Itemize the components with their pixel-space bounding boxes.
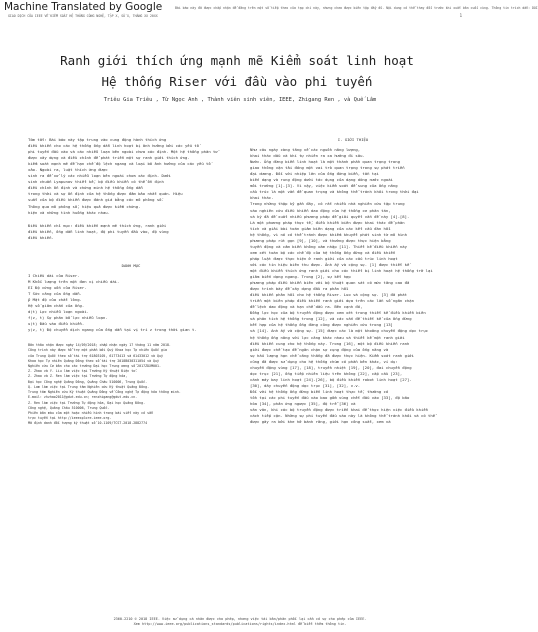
index-terms-line: điều khiển.	[28, 234, 54, 240]
intro-line: giới được chế tạo để ngăn chặn sự cụng động của ống năng và	[250, 346, 389, 352]
nomenclature-list	[28, 273, 234, 333]
intro-line: triển một biên pháp điều khiển ranh giới dựa trên các lần số ngăn chặn	[250, 298, 414, 304]
intro-line: và kỹ đã đề xuất nhiều phương pháp để giải quyết vấn đề này [4]-[8].	[250, 213, 410, 219]
abstract-line: kiểm soát mạnh mẽ để hạn chế độ lệch ngang và loại bỏ ảnh hưởng của các yếu tố	[28, 161, 211, 167]
nomenclature-item: f(z, t) Sự phân bố lực nhiễu loạn.	[28, 315, 108, 321]
intro-line: chuyển động vùng [17], [18], truyền nhiệt [19], [20], đai chuyển động	[250, 364, 412, 370]
footnote-line: Khoa học Tự nhiên Quảng Đông theo số tài trợ 2018B030311054 và Quỹ	[28, 358, 160, 363]
intro-line: Nước. Ống đứng biển linh hoạt là một thành phần quan trọng trong	[250, 159, 400, 165]
abstract-line: được xây dựng và điều chỉnh để phát triển một sự ranh giới thích ứng.	[28, 155, 190, 161]
left-column	[28, 137, 234, 427]
intro-line: tích và giải bài toán giảm biên dạng của các kết cấu đàn hồi	[250, 225, 391, 231]
footnotes	[28, 343, 234, 426]
intro-line: tồn tại các phi tuyến đầu vào bao gồm vùng chết đầu vào [33], độ bão	[250, 394, 410, 400]
paper-title-line-1: Ranh giới thích ứng mạnh mẽ Kiểm soát linh hoạt	[60, 53, 414, 68]
rights-link-footer: Xem http://www.ieee.org/publications_standards/publications/rights/index.html để biết thêm thông tin.	[133, 622, 347, 626]
intro-line: cánh máy bay linh hoạt [24]-[26], bộ điều khiển robot linh hoạt [27]-	[250, 376, 412, 382]
running-head-journal: GIAO DỊCH CỦA IEEE VỀ KIỂM SOÁT HỆ THỐNG CÔNG NGHỆ, TẬP X, SỐ X, THÁNG XX 20XX	[8, 14, 158, 18]
intro-line: Như câu ngày càng tăng về các nguồn năng lượng,	[250, 147, 361, 153]
footnote-line: Công nghệ, Quảng Châu 510006, Trung Quốc.	[28, 405, 110, 410]
nomenclature-item: M Khối lượng trên một đơn vị chiều dài.	[28, 278, 120, 284]
abstract	[28, 137, 234, 241]
intro-line: giảm biến dạng ngang. Trong [2], sự kết hợp	[250, 274, 351, 280]
abstract-line: hiện và những tình huống khác nhau.	[28, 209, 110, 215]
abstract-line: xảo. Ngoài ra, luật thích ứng được	[28, 167, 108, 173]
running-head-notice: Bài báo này đã được chấp nhận để đăng trên một số tiếp theo của tạp chí này, nhưng chưa được biên tập đầy đủ. Nội dung có thể thay đổi trước khi xuất bản cuối cùng. Thông tin trích dẫn: DOI	[175, 6, 538, 10]
index-terms-line: Điều khiển chỉ mục: điều khiển mạnh mẽ thích ứng, ranh giới	[28, 222, 167, 228]
nomenclature-heading: DANH MỤC	[121, 262, 141, 268]
intro-line: Đồng lực học của bộ truyền động được xem xét trong thiết kế điều khiển biên	[250, 310, 426, 316]
nomenclature-item: u(t) Đầu vào điều khiển.	[28, 321, 85, 327]
footnote-line: Trung tâm Nghiên cứu Kỹ thuật Quảng Đông về Công nghệ Tự động hóa thông minh.	[28, 390, 181, 395]
intro-line: xem xét toàn bộ các chế độ của hệ thống ống đứng và điều khiển	[250, 249, 396, 255]
paper-title-line-2: Hệ thống Riser với đầu vào phi tuyến	[101, 74, 373, 89]
intro-line: để lệch dao động và hạn chế dầu ra. Bên cạnh đó,	[250, 304, 363, 310]
intro-line: khai thác.	[250, 195, 274, 201]
intro-line: phương pháp điều khiển biên với bộ thuật quan sát có mức tăng cao đã	[250, 280, 410, 286]
intro-line: Là một phương pháp thực tế, điều khiển biên được khai thác để phân	[250, 219, 405, 225]
footnote-line: Mã định danh đối tượng kỹ thuật số 10.1109/TCST.2018.2882774	[28, 421, 148, 426]
intro-line: hệ thống, vì nó có thể tránh được khiếm khuyết phát sinh từ mô hình	[250, 231, 407, 237]
intro-line: dọc trục [21], ống tiếp nhiên liệu trên không [22], cấp cầu [23],	[250, 370, 403, 376]
intro-line: đại dương. Đối với nhiệp lớn của ống đứng biển, tần tại	[250, 171, 379, 177]
introduction-body	[250, 147, 456, 425]
intro-line: cũng đã được sử dụng cho hệ thống chùm có phần bên khác, ví dụ:	[250, 358, 398, 364]
nomenclature-item: T Sức căng của ống dẫn.	[28, 290, 82, 296]
intro-line: sự hấu lượng hạn chế căng thẳng đã được thực hiện. Kiểm soát ranh giới	[250, 352, 414, 358]
intro-line: điều khiển phản hồi cho hệ thống Riser. Luo và cộng sự. [3] đã phát	[250, 292, 407, 298]
abstract-line: phi tuyến đầu vào và các nhiễu loạn bên ngoài chưa xác định. Một hệ thống phân tử	[28, 149, 218, 155]
nomenclature-item: d(t) Lực nhiễu loạn ngoài.	[28, 309, 89, 315]
intro-line: Đối với hệ thống ống đứng biển linh hoạt thực tế, thường có	[250, 388, 389, 394]
abstract-line: điều chỉnh ổn định và chứng minh hệ thống ống dẫn	[28, 185, 143, 191]
intro-line: cách tiếp cận. Những sự phi tuyến đầu vào này là không thể tránh khỏi và có thể	[250, 413, 436, 419]
intro-line: vào nghiên cứu điều khiển dao động của hệ thống cơ phân tán,	[250, 207, 391, 213]
copyright-footer: 2360-2210 © 2018 IEEE. Việc sử dụng cá nhân được cho phép, nhưng việc tái bản/phân phối lại cần có sự cho phép của IEEE.	[113, 617, 367, 621]
footnote-line: Đại học Công nghệ Quảng Đông, Quảng Châu 510006, Trung Quốc.	[28, 379, 148, 384]
intro-line: vân vân, khi các bộ truyền động được triển khai để thực hiện việc điều khiển	[250, 407, 429, 413]
footnote-line: trực tuyến tại http://ieeexplore.ieee.org.	[28, 416, 112, 421]
intro-line: điều khiển cung cho hệ thống này. Trong [16], một bộ điều khiển ranh	[250, 340, 410, 346]
intro-line: khai thác dầu và khí tự nhiên ra xa hướng đi sâu.	[250, 153, 365, 159]
footnote-line: Nghiên cứu Cơ bản cho các trường Đại học Trung ương số 2017ZDXM001.	[28, 364, 161, 369]
machine-translation-badge: Machine Translated by Google	[0, 0, 166, 14]
intro-line: một điều khiển thích ứng ranh giới cho các thiết bị linh hoạt hệ thống trở lại	[250, 267, 433, 273]
index-terms-line: điều khiển, ống dẫn linh hoạt, độ phi tuyến đầu vào, độ vùng	[28, 228, 169, 234]
intro-line: môi trường [1]-[3]. Vì vậy, việc kiểm soát để sung của ống năng	[250, 183, 398, 189]
section-heading-introduction: I. GIỚI THIỆU	[337, 137, 369, 142]
intro-line: cầu trúc là một vấn đề quan trọng và không thể tránh khỏi trong thời đại	[250, 189, 419, 195]
abstract-line: điều khiển cho các hệ thống ống dẫn linh hoạt bị ảnh hưởng bởi các yếu tố	[28, 143, 199, 149]
nomenclature-item: EI Độ cứng uốn của Riser.	[28, 284, 87, 290]
intro-line: phương pháp rút gọn [9], [10], và thường được thực hiện bằng	[250, 237, 391, 243]
right-column	[250, 137, 456, 425]
intro-line: tuyến động và cảm biến không xâm nhập [11]. Thiết kế điều khiển này	[250, 243, 407, 249]
intro-line: với các tín hiệu biên thu được. Ảnh ấy và cộng sự. [1] được thiết kế	[250, 261, 410, 267]
intro-line: được gây ra bởi khe hở bánh răng, giới hạn công suất, xem và	[250, 419, 391, 425]
nomenclature-item: Hệ số giảm chấn của ống.	[28, 303, 85, 309]
intro-line: pháp luật được thực hiện ở ranh giới của các cấu trúc linh hoạt	[250, 255, 398, 261]
intro-line: [30], dây chuyển động dọc trục [31], [32], v.v.	[250, 382, 361, 388]
footnote-line: của Trung Quốc theo số tài trợ 61803105, 61773413 và 61433012 và Quỹ	[28, 353, 163, 358]
footnote-line: Z. Zhao và Z. Ren làm việc tại Trường Tự động hóa,	[28, 374, 128, 379]
abstract-line: Thông qua mô phỏng số, hiệu quả được kiểm chứng.	[28, 203, 141, 209]
intro-line: giao thông vận tải đóng một vai trò quan trọng trong sự phát triển	[250, 165, 405, 171]
footnote-line: Z. Ren làm việc tại Trường Tự động hóa, Đại học Quảng Đông.	[28, 400, 146, 405]
intro-line: Trong những thập kỷ gần đây, có rất nhiều nhà nghiên cứu tập trung	[250, 201, 405, 207]
nomenclature-item: I Chiều dài của Riser.	[28, 272, 80, 278]
abstract-line: Tóm tắt: Bài báo này tập trung vào cung động hành thích ứng	[28, 137, 167, 142]
abstract-line: sinh ra để xử lý các nhiễu loạn bên ngoài chưa xác định. Dưới	[28, 173, 171, 179]
footnote-line: Công trình này được hỗ trợ một phần bởi Quỹ Khoa học Tự nhiên Quốc gia	[28, 348, 167, 353]
abstract-line: trong thời và sự ổn định của hệ thống được đảm bảo nhất quán. Hiệu	[28, 191, 183, 197]
page-number: 1	[459, 13, 462, 18]
intro-line: kết hợp của hệ thống ống đứng cũng được nghiên cứu trong [13]	[250, 322, 393, 328]
intro-line: được trình bày để xây dựng đầu ra phản hồi	[250, 286, 349, 292]
intro-line: và [14]. Anh ấy và cộng sự. [15] được các là một khoảng chuyển động dọc trục	[250, 328, 429, 334]
nomenclature-item: ρ Mật độ của chất lỏng.	[28, 296, 82, 302]
nomenclature-item: y(z, t) Độ chuyển dịch ngang của ống dẫn tại vị trí z trong thời gian t.	[28, 327, 197, 333]
intro-line: hòa [34], phản ứng ngược [35], độ trễ [36] và	[250, 401, 356, 407]
paper-title	[20, 50, 454, 92]
footnote-line: E-mail: zhzhao2011@gdut.edu.cn; renzhigang@gdut.edu.cn.	[28, 395, 138, 400]
intro-line: biến dạng và rung động dưới tác dụng của dạng dòng nước ngoài	[250, 177, 393, 183]
abstract-line: sinh chuẩn Lyapunov thiết kế, bộ điều khiển có thể ổn định	[28, 179, 164, 185]
footnote-line: Bản thảo nhận được ngày 14/09/2018; chấp nhận ngày 17 tháng 11 năm 2018.	[28, 343, 171, 348]
intro-line: hệ thống ống năng với lực căng khác nhau và thiết kế một ranh giới	[250, 334, 405, 340]
author-list: Triêu Gia Triêu , Từ Ngọc Anh , Thành viên sinh viên, IEEE, Zhigang Ren , và Quế Lâm	[103, 97, 377, 103]
intro-line: và phân tích hệ thống trong [12], và các vấn đề thiết kế của ống đứng	[250, 316, 412, 322]
footnote-line: Z. Zhao và Y. Liu làm việc tại Trường Kỹ thuật Điện tử.	[28, 369, 138, 374]
footnote-line: Q. Lam làm việc tại Trung tâm Nghiên cứu Kỹ thuật Quảng Đông.	[28, 384, 150, 389]
abstract-line: suất của bộ điều khiển được đánh giá bằng các mô phỏng số.	[28, 197, 164, 203]
footnote-line: Phiên bản màu của một hoặc nhiều hình trong bài viết này có sẵn	[28, 410, 154, 415]
